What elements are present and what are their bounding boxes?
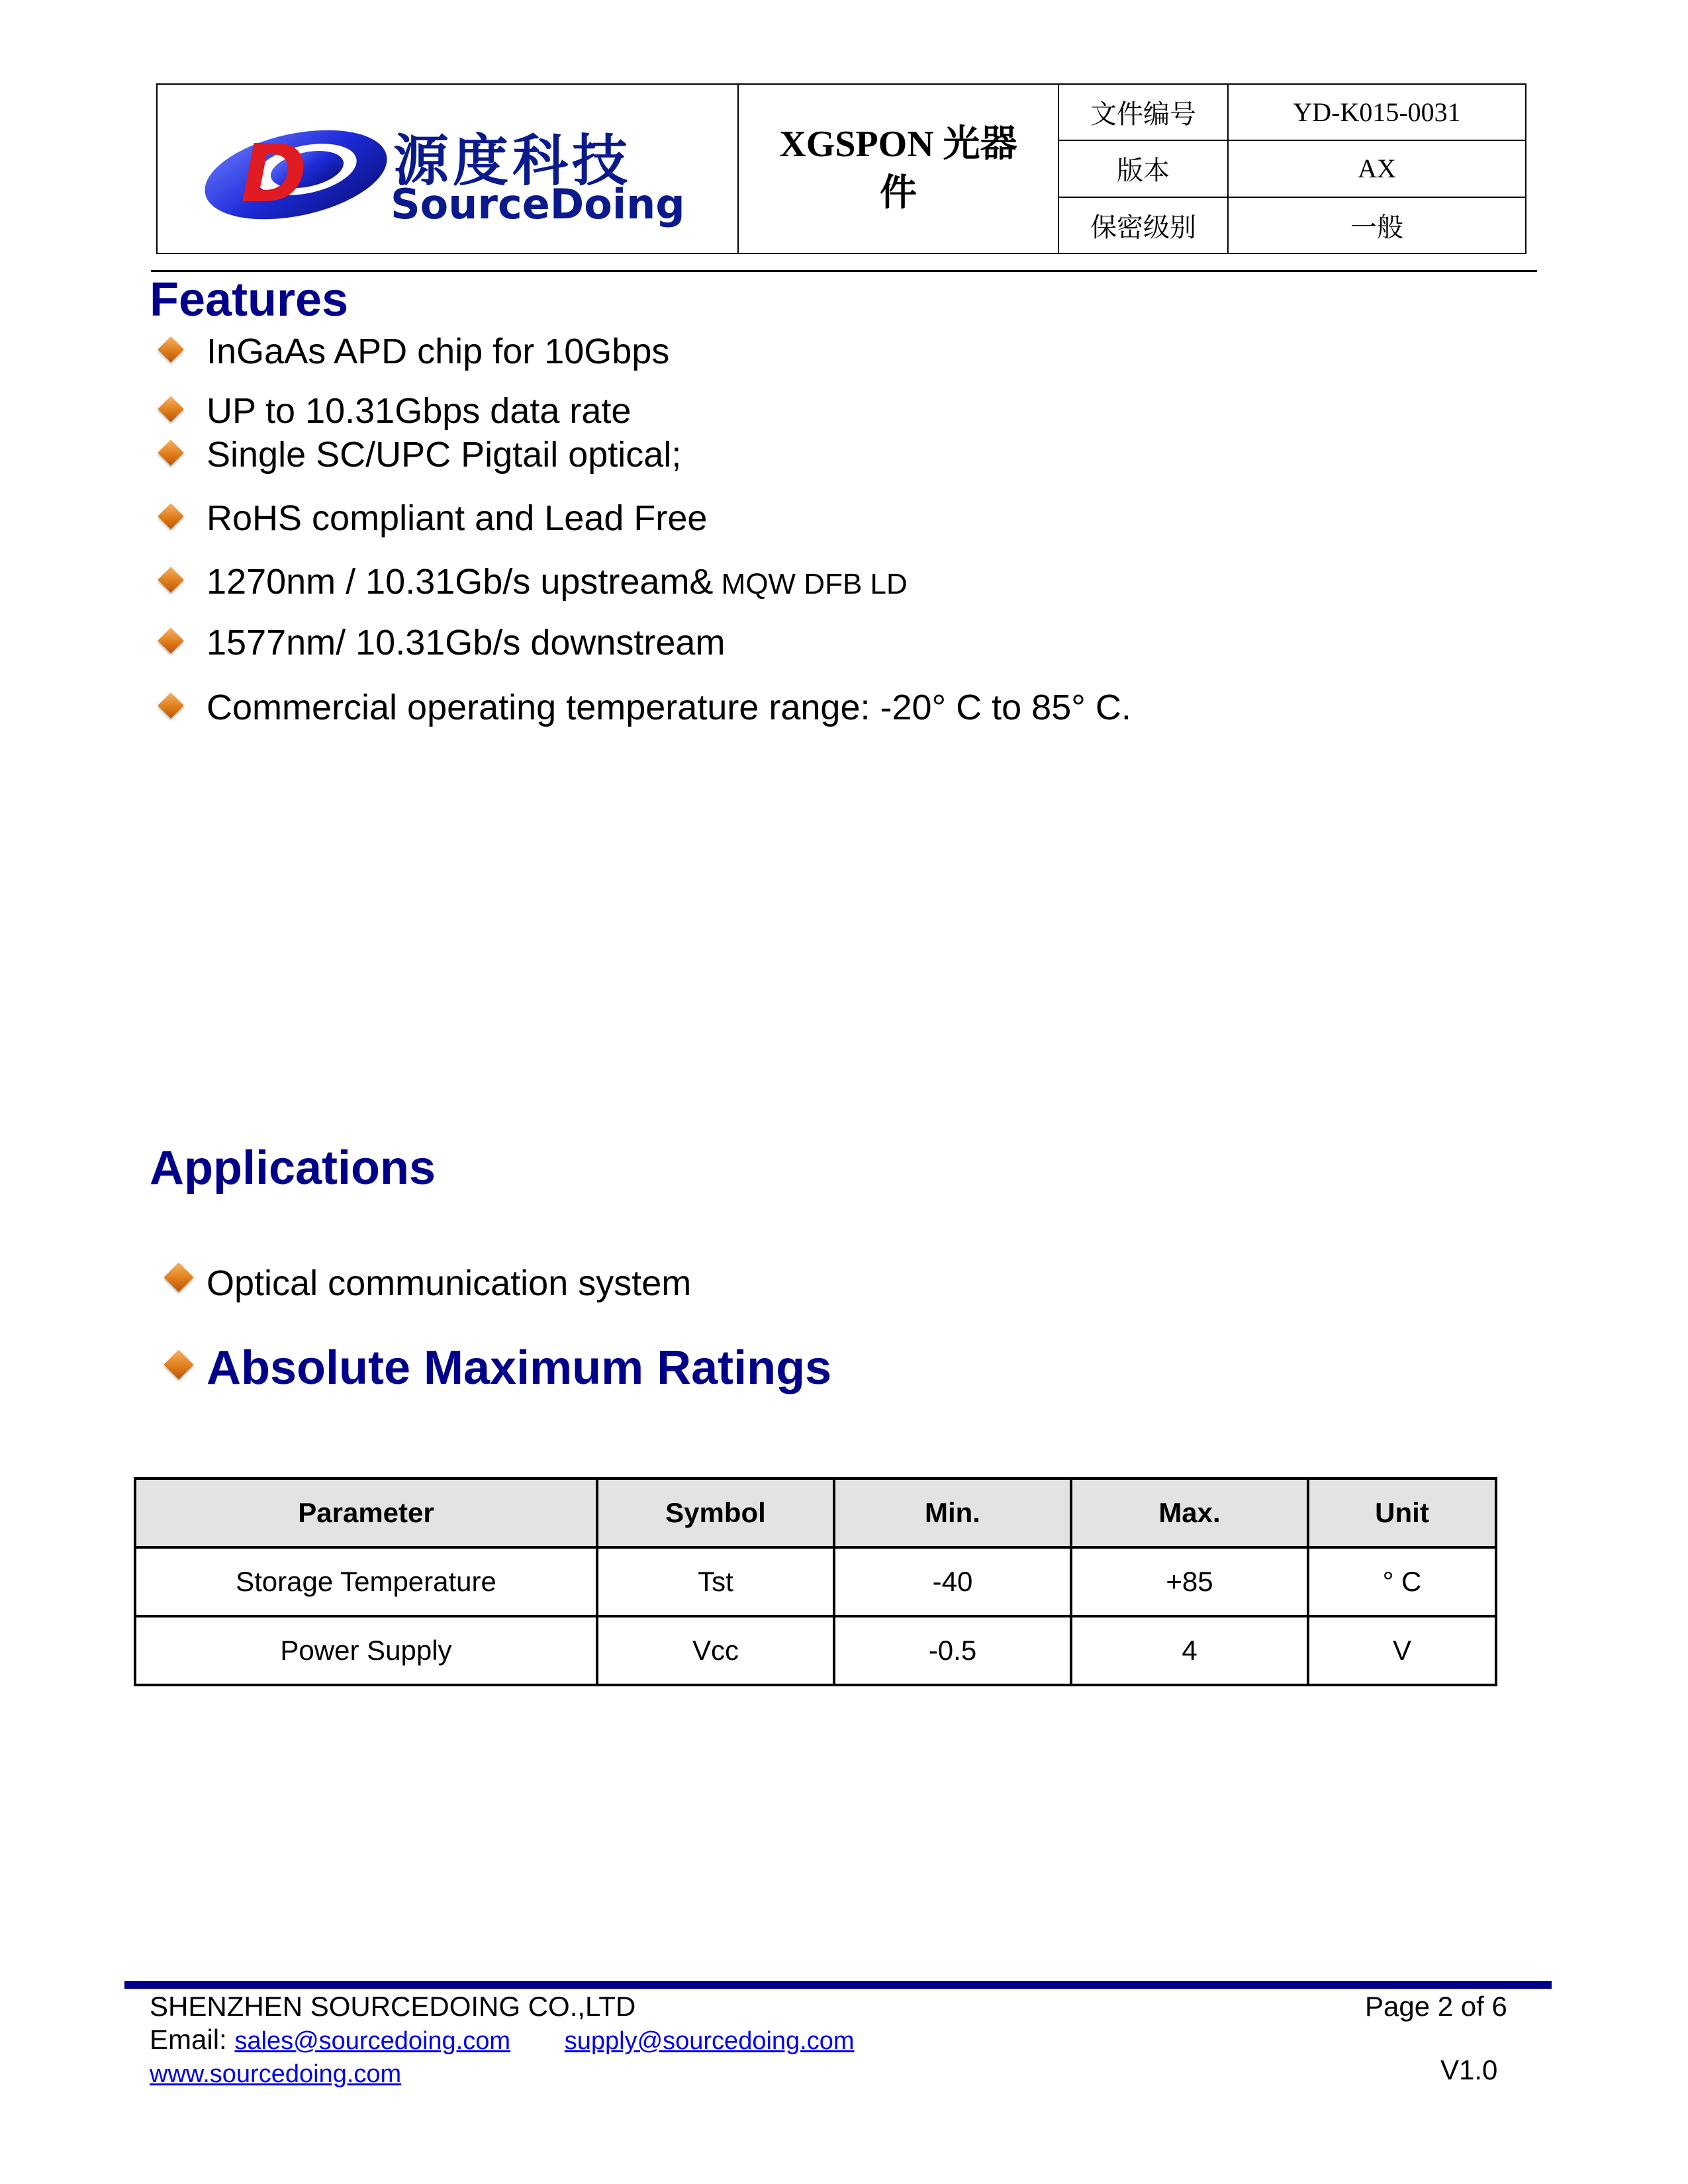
footer-email-line [150,2024,855,2056]
list-item [207,687,1131,728]
list-item [207,561,908,602]
column-header: Max. [1071,1479,1308,1547]
feature-text: 1577nm/ 10.31Gb/s downstream [207,623,726,662]
feature-text: InGaAs APD chip for 10Gbps [207,332,670,371]
diamond-bullet-icon [158,336,184,363]
logo-chinese-name: 源度科技 [393,128,632,193]
feature-text-suffix: MQW DFB LD [713,568,908,600]
table-cell: Power Supply [135,1616,597,1685]
table-cell: -40 [834,1547,1071,1616]
column-header: Unit [1308,1479,1496,1547]
table-cell: +85 [1071,1547,1308,1616]
document-header [156,83,1526,254]
application-text: Optical communication system [207,1263,692,1303]
list-item [207,331,669,372]
header-divider [151,270,1537,272]
footer-email-label: Email: [150,2024,227,2055]
diamond-bullet-icon [158,627,184,654]
feature-text: Single SC/UPC Pigtail optical; [207,435,682,475]
table-row [135,1547,1496,1616]
meta-label-version: 版本 [1058,140,1228,197]
ratings-heading-text: Absolute Maximum Ratings [207,1342,832,1394]
document-title [738,84,1058,253]
meta-value-security: 一般 [1228,197,1526,253]
logo-mark-icon [200,116,392,229]
logo-letter: D [241,128,307,220]
meta-value-doc-number: YD-K015-0031 [1228,84,1526,140]
diamond-bullet-icon [158,396,184,422]
diamond-bullet-icon [158,692,184,719]
table-cell: -0.5 [834,1616,1071,1685]
feature-text: Commercial operating temperature range: -20° C to 85° C. [207,688,1131,727]
diamond-bullet-icon [164,1349,193,1379]
diamond-bullet-icon [158,503,184,529]
features-heading: Features [150,273,349,326]
list-item [207,434,681,475]
column-header: Min. [834,1479,1071,1547]
column-header: Symbol [597,1479,834,1547]
list-item [207,622,725,663]
table-cell: Storage Temperature [135,1547,597,1616]
applications-heading: Applications [150,1142,436,1195]
document-title-text: XGSPON 光器件 [779,124,1017,214]
sales-email-link[interactable]: sales@sourcedoing.com [234,2027,511,2055]
absolute-maximum-ratings-table [134,1477,1497,1686]
feature-text: RoHS compliant and Lead Free [207,498,708,538]
meta-label-doc-number: 文件编号 [1058,84,1228,140]
list-item [207,1263,691,1304]
diamond-bullet-icon [164,1262,193,1292]
table-cell: V [1308,1616,1496,1685]
footer-company: SHENZHEN SOURCEDOING CO.,LTD [150,1991,636,2022]
website-link[interactable]: www.sourcedoing.com [150,2060,402,2088]
logo-cell [157,84,738,253]
list-item [207,390,631,432]
logo-english-name: SourceDoing [391,180,685,228]
footer-website-line [150,2057,401,2089]
list-item [207,498,707,539]
company-logo [200,116,703,229]
table-header-row [135,1479,1496,1547]
table-row [135,1616,1496,1685]
footer-page-number: Page 2 of 6 [1365,1991,1507,2022]
footer-divider [124,1981,1552,1989]
table-cell: 4 [1071,1616,1308,1685]
table-cell: Vcc [597,1616,834,1685]
ratings-heading [207,1341,831,1395]
meta-label-security: 保密级别 [1058,197,1228,253]
supply-email-link[interactable]: supply@sourcedoing.com [564,2027,855,2055]
diamond-bullet-icon [158,567,184,593]
footer-version: V1.0 [1440,2054,1498,2085]
meta-value-version: AX [1228,140,1526,197]
feature-text: UP to 10.31Gbps data rate [207,391,632,431]
diamond-bullet-icon [158,439,184,466]
table-cell: Tst [597,1547,834,1616]
column-header: Parameter [135,1479,597,1547]
table-cell: ° C [1308,1547,1496,1616]
feature-text: 1270nm / 10.31Gb/s upstream& [207,562,714,602]
